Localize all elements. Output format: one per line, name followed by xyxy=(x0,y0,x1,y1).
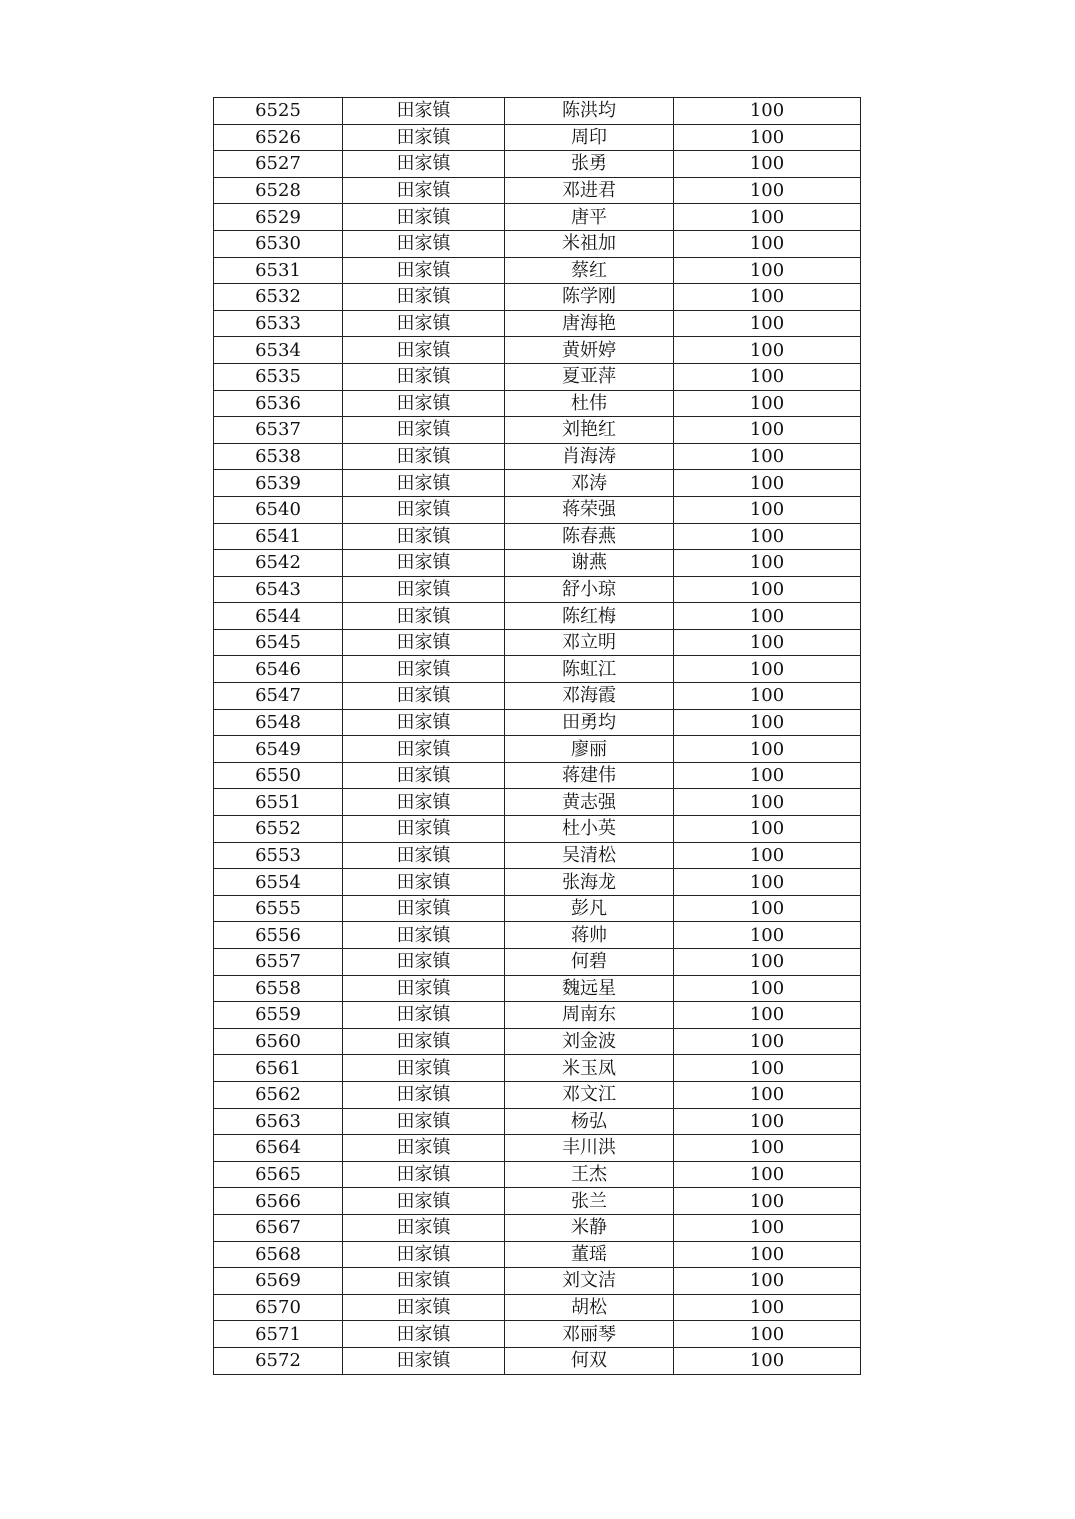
table-row xyxy=(214,390,861,417)
town-cell: 田家镇 xyxy=(343,762,505,789)
row-number-cell: 6538 xyxy=(214,443,343,470)
town-cell: 田家镇 xyxy=(343,1188,505,1215)
table-row xyxy=(214,550,861,577)
row-number-cell: 6534 xyxy=(214,337,343,364)
town-cell: 田家镇 xyxy=(343,1241,505,1268)
name-cell: 杜伟 xyxy=(505,390,674,417)
row-number-cell: 6532 xyxy=(214,284,343,311)
name-cell: 唐平 xyxy=(505,204,674,231)
row-number-cell: 6549 xyxy=(214,736,343,763)
town-cell: 田家镇 xyxy=(343,1347,505,1374)
table-row xyxy=(214,496,861,523)
table-row xyxy=(214,1294,861,1321)
amount-cell: 100 xyxy=(674,390,861,417)
table-row xyxy=(214,1321,861,1348)
row-number-cell: 6566 xyxy=(214,1188,343,1215)
table-row xyxy=(214,709,861,736)
table-row xyxy=(214,177,861,204)
amount-cell: 100 xyxy=(674,736,861,763)
town-cell: 田家镇 xyxy=(343,922,505,949)
amount-cell: 100 xyxy=(674,124,861,151)
row-number-cell: 6554 xyxy=(214,869,343,896)
name-cell: 魏远星 xyxy=(505,975,674,1002)
amount-cell: 100 xyxy=(674,443,861,470)
name-cell: 邓文江 xyxy=(505,1081,674,1108)
name-cell: 邓涛 xyxy=(505,470,674,497)
table-row xyxy=(214,949,861,976)
name-cell: 刘文洁 xyxy=(505,1268,674,1295)
town-cell: 田家镇 xyxy=(343,629,505,656)
table-row xyxy=(214,656,861,683)
row-number-cell: 6526 xyxy=(214,124,343,151)
amount-cell: 100 xyxy=(674,470,861,497)
name-cell: 胡松 xyxy=(505,1294,674,1321)
amount-cell: 100 xyxy=(674,417,861,444)
row-number-cell: 6525 xyxy=(214,98,343,125)
name-cell: 米静 xyxy=(505,1214,674,1241)
amount-cell: 100 xyxy=(674,816,861,843)
town-cell: 田家镇 xyxy=(343,151,505,178)
table-row xyxy=(214,1268,861,1295)
name-cell: 田勇均 xyxy=(505,709,674,736)
row-number-cell: 6560 xyxy=(214,1028,343,1055)
table-row xyxy=(214,895,861,922)
town-cell: 田家镇 xyxy=(343,1161,505,1188)
name-cell: 邓进君 xyxy=(505,177,674,204)
table-row xyxy=(214,762,861,789)
town-cell: 田家镇 xyxy=(343,949,505,976)
name-cell: 吴清松 xyxy=(505,842,674,869)
row-number-cell: 6530 xyxy=(214,230,343,257)
town-cell: 田家镇 xyxy=(343,337,505,364)
town-cell: 田家镇 xyxy=(343,842,505,869)
name-cell: 蒋荣强 xyxy=(505,496,674,523)
amount-cell: 100 xyxy=(674,177,861,204)
amount-cell: 100 xyxy=(674,1081,861,1108)
row-number-cell: 6558 xyxy=(214,975,343,1002)
row-number-cell: 6551 xyxy=(214,789,343,816)
amount-cell: 100 xyxy=(674,1161,861,1188)
table-row xyxy=(214,417,861,444)
name-cell: 夏亚萍 xyxy=(505,363,674,390)
amount-cell: 100 xyxy=(674,550,861,577)
town-cell: 田家镇 xyxy=(343,1294,505,1321)
row-number-cell: 6569 xyxy=(214,1268,343,1295)
amount-cell: 100 xyxy=(674,1135,861,1162)
name-cell: 邓立明 xyxy=(505,629,674,656)
amount-cell: 100 xyxy=(674,151,861,178)
table-row xyxy=(214,257,861,284)
row-number-cell: 6568 xyxy=(214,1241,343,1268)
row-number-cell: 6543 xyxy=(214,576,343,603)
name-cell: 米祖加 xyxy=(505,230,674,257)
town-cell: 田家镇 xyxy=(343,390,505,417)
name-cell: 陈学刚 xyxy=(505,284,674,311)
row-number-cell: 6542 xyxy=(214,550,343,577)
amount-cell: 100 xyxy=(674,1108,861,1135)
amount-cell: 100 xyxy=(674,762,861,789)
amount-cell: 100 xyxy=(674,363,861,390)
town-cell: 田家镇 xyxy=(343,736,505,763)
table-row xyxy=(214,1347,861,1374)
amount-cell: 100 xyxy=(674,257,861,284)
table-row xyxy=(214,736,861,763)
table-row xyxy=(214,1028,861,1055)
name-cell: 米玉凤 xyxy=(505,1055,674,1082)
row-number-cell: 6567 xyxy=(214,1214,343,1241)
amount-cell: 100 xyxy=(674,1188,861,1215)
town-cell: 田家镇 xyxy=(343,496,505,523)
town-cell: 田家镇 xyxy=(343,1002,505,1029)
town-cell: 田家镇 xyxy=(343,310,505,337)
table-row xyxy=(214,310,861,337)
table-row xyxy=(214,230,861,257)
town-cell: 田家镇 xyxy=(343,1081,505,1108)
amount-cell: 100 xyxy=(674,284,861,311)
row-number-cell: 6548 xyxy=(214,709,343,736)
table-row xyxy=(214,1161,861,1188)
table-row xyxy=(214,975,861,1002)
table-row xyxy=(214,922,861,949)
amount-cell: 100 xyxy=(674,869,861,896)
amount-cell: 100 xyxy=(674,1268,861,1295)
name-cell: 黄妍婷 xyxy=(505,337,674,364)
amount-cell: 100 xyxy=(674,1347,861,1374)
row-number-cell: 6529 xyxy=(214,204,343,231)
table-row xyxy=(214,98,861,125)
name-cell: 丰川洪 xyxy=(505,1135,674,1162)
table-body xyxy=(214,98,861,1375)
row-number-cell: 6535 xyxy=(214,363,343,390)
row-number-cell: 6546 xyxy=(214,656,343,683)
row-number-cell: 6553 xyxy=(214,842,343,869)
table-row xyxy=(214,523,861,550)
town-cell: 田家镇 xyxy=(343,363,505,390)
table-row xyxy=(214,603,861,630)
name-cell: 周印 xyxy=(505,124,674,151)
town-cell: 田家镇 xyxy=(343,257,505,284)
row-number-cell: 6572 xyxy=(214,1347,343,1374)
amount-cell: 100 xyxy=(674,1321,861,1348)
row-number-cell: 6557 xyxy=(214,949,343,976)
amount-cell: 100 xyxy=(674,523,861,550)
name-cell: 王杰 xyxy=(505,1161,674,1188)
amount-cell: 100 xyxy=(674,1241,861,1268)
row-number-cell: 6531 xyxy=(214,257,343,284)
row-number-cell: 6562 xyxy=(214,1081,343,1108)
table-row xyxy=(214,1055,861,1082)
amount-cell: 100 xyxy=(674,683,861,710)
subsidy-list-table xyxy=(213,97,861,1375)
name-cell: 何双 xyxy=(505,1347,674,1374)
amount-cell: 100 xyxy=(674,842,861,869)
amount-cell: 100 xyxy=(674,496,861,523)
table-row xyxy=(214,1241,861,1268)
table-row xyxy=(214,1214,861,1241)
row-number-cell: 6556 xyxy=(214,922,343,949)
table-row xyxy=(214,842,861,869)
town-cell: 田家镇 xyxy=(343,1214,505,1241)
town-cell: 田家镇 xyxy=(343,869,505,896)
amount-cell: 100 xyxy=(674,949,861,976)
name-cell: 何碧 xyxy=(505,949,674,976)
amount-cell: 100 xyxy=(674,1294,861,1321)
name-cell: 黄志强 xyxy=(505,789,674,816)
town-cell: 田家镇 xyxy=(343,98,505,125)
name-cell: 陈红梅 xyxy=(505,603,674,630)
row-number-cell: 6533 xyxy=(214,310,343,337)
town-cell: 田家镇 xyxy=(343,204,505,231)
amount-cell: 100 xyxy=(674,656,861,683)
name-cell: 邓丽琴 xyxy=(505,1321,674,1348)
town-cell: 田家镇 xyxy=(343,523,505,550)
table-row xyxy=(214,1108,861,1135)
amount-cell: 100 xyxy=(674,895,861,922)
table-row xyxy=(214,470,861,497)
town-cell: 田家镇 xyxy=(343,443,505,470)
amount-cell: 100 xyxy=(674,975,861,1002)
amount-cell: 100 xyxy=(674,98,861,125)
row-number-cell: 6539 xyxy=(214,470,343,497)
name-cell: 谢燕 xyxy=(505,550,674,577)
name-cell: 张勇 xyxy=(505,151,674,178)
row-number-cell: 6570 xyxy=(214,1294,343,1321)
name-cell: 舒小琼 xyxy=(505,576,674,603)
row-number-cell: 6563 xyxy=(214,1108,343,1135)
row-number-cell: 6545 xyxy=(214,629,343,656)
town-cell: 田家镇 xyxy=(343,975,505,1002)
amount-cell: 100 xyxy=(674,603,861,630)
amount-cell: 100 xyxy=(674,1002,861,1029)
amount-cell: 100 xyxy=(674,922,861,949)
town-cell: 田家镇 xyxy=(343,1268,505,1295)
town-cell: 田家镇 xyxy=(343,656,505,683)
name-cell: 杨弘 xyxy=(505,1108,674,1135)
name-cell: 董瑶 xyxy=(505,1241,674,1268)
name-cell: 唐海艳 xyxy=(505,310,674,337)
name-cell: 陈春燕 xyxy=(505,523,674,550)
amount-cell: 100 xyxy=(674,576,861,603)
town-cell: 田家镇 xyxy=(343,816,505,843)
row-number-cell: 6552 xyxy=(214,816,343,843)
amount-cell: 100 xyxy=(674,337,861,364)
table-row xyxy=(214,816,861,843)
row-number-cell: 6564 xyxy=(214,1135,343,1162)
amount-cell: 100 xyxy=(674,709,861,736)
table-row xyxy=(214,576,861,603)
name-cell: 张兰 xyxy=(505,1188,674,1215)
town-cell: 田家镇 xyxy=(343,1055,505,1082)
amount-cell: 100 xyxy=(674,230,861,257)
name-cell: 肖海涛 xyxy=(505,443,674,470)
name-cell: 邓海霞 xyxy=(505,683,674,710)
table-row xyxy=(214,124,861,151)
amount-cell: 100 xyxy=(674,789,861,816)
table-row xyxy=(214,1188,861,1215)
table-row xyxy=(214,284,861,311)
town-cell: 田家镇 xyxy=(343,1028,505,1055)
town-cell: 田家镇 xyxy=(343,1135,505,1162)
town-cell: 田家镇 xyxy=(343,230,505,257)
row-number-cell: 6565 xyxy=(214,1161,343,1188)
town-cell: 田家镇 xyxy=(343,550,505,577)
table-row xyxy=(214,363,861,390)
row-number-cell: 6559 xyxy=(214,1002,343,1029)
table-row xyxy=(214,683,861,710)
table-row xyxy=(214,629,861,656)
row-number-cell: 6527 xyxy=(214,151,343,178)
town-cell: 田家镇 xyxy=(343,895,505,922)
amount-cell: 100 xyxy=(674,629,861,656)
town-cell: 田家镇 xyxy=(343,284,505,311)
town-cell: 田家镇 xyxy=(343,709,505,736)
name-cell: 刘金波 xyxy=(505,1028,674,1055)
table-row xyxy=(214,204,861,231)
town-cell: 田家镇 xyxy=(343,177,505,204)
name-cell: 张海龙 xyxy=(505,869,674,896)
row-number-cell: 6571 xyxy=(214,1321,343,1348)
name-cell: 彭凡 xyxy=(505,895,674,922)
town-cell: 田家镇 xyxy=(343,470,505,497)
table-row xyxy=(214,789,861,816)
name-cell: 杜小英 xyxy=(505,816,674,843)
row-number-cell: 6561 xyxy=(214,1055,343,1082)
name-cell: 周南东 xyxy=(505,1002,674,1029)
town-cell: 田家镇 xyxy=(343,124,505,151)
amount-cell: 100 xyxy=(674,310,861,337)
table-row xyxy=(214,337,861,364)
row-number-cell: 6550 xyxy=(214,762,343,789)
table-row xyxy=(214,1002,861,1029)
row-number-cell: 6555 xyxy=(214,895,343,922)
town-cell: 田家镇 xyxy=(343,789,505,816)
table-row xyxy=(214,869,861,896)
row-number-cell: 6536 xyxy=(214,390,343,417)
town-cell: 田家镇 xyxy=(343,576,505,603)
town-cell: 田家镇 xyxy=(343,417,505,444)
row-number-cell: 6540 xyxy=(214,496,343,523)
row-number-cell: 6528 xyxy=(214,177,343,204)
amount-cell: 100 xyxy=(674,1214,861,1241)
town-cell: 田家镇 xyxy=(343,1321,505,1348)
name-cell: 刘艳红 xyxy=(505,417,674,444)
table-row xyxy=(214,1135,861,1162)
name-cell: 廖丽 xyxy=(505,736,674,763)
name-cell: 陈洪均 xyxy=(505,98,674,125)
amount-cell: 100 xyxy=(674,1055,861,1082)
name-cell: 蒋建伟 xyxy=(505,762,674,789)
row-number-cell: 6541 xyxy=(214,523,343,550)
name-cell: 蔡红 xyxy=(505,257,674,284)
town-cell: 田家镇 xyxy=(343,683,505,710)
row-number-cell: 6544 xyxy=(214,603,343,630)
amount-cell: 100 xyxy=(674,204,861,231)
amount-cell: 100 xyxy=(674,1028,861,1055)
name-cell: 陈虹江 xyxy=(505,656,674,683)
table-row xyxy=(214,443,861,470)
town-cell: 田家镇 xyxy=(343,603,505,630)
town-cell: 田家镇 xyxy=(343,1108,505,1135)
table-row xyxy=(214,1081,861,1108)
row-number-cell: 6537 xyxy=(214,417,343,444)
name-cell: 蒋帅 xyxy=(505,922,674,949)
table-row xyxy=(214,151,861,178)
row-number-cell: 6547 xyxy=(214,683,343,710)
